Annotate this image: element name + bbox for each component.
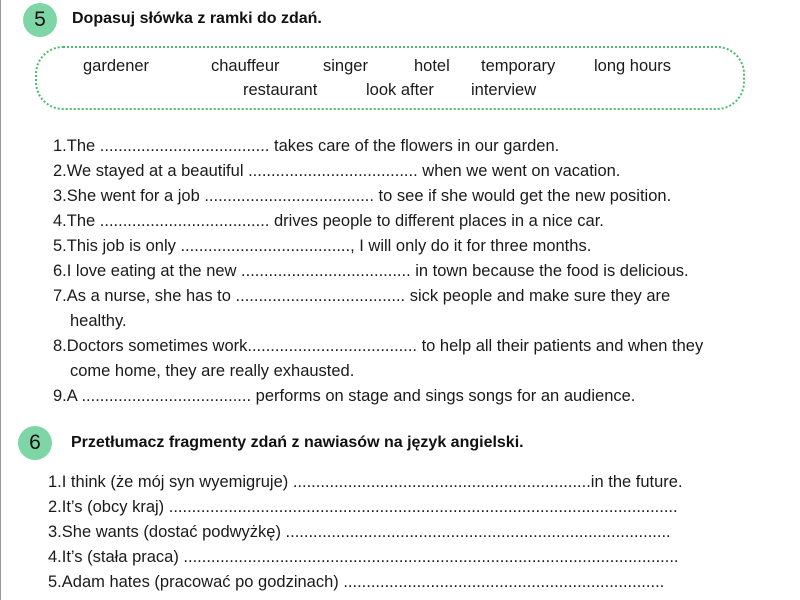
- item-number: 1.: [53, 137, 67, 155]
- item-text: A ..................................... performs on stage and sings songs for an audience.: [66, 387, 636, 405]
- exercise-5-item-6: [53, 262, 689, 281]
- item-number: 4.: [53, 212, 67, 230]
- item-number: 9.: [53, 387, 67, 405]
- exercise-5-item-8: [53, 337, 703, 356]
- item-number: 3.: [53, 187, 67, 205]
- exercise-6-item-3: [48, 523, 671, 542]
- word-bank-item: long hours: [594, 57, 672, 75]
- item-text: This job is only ....................................., I will only do it for three months.: [66, 237, 592, 255]
- word-bank-item: gardener: [83, 57, 150, 75]
- item-number: 5.: [48, 573, 62, 591]
- exercise-5-item-1: [53, 137, 559, 156]
- item-number: 7.: [53, 287, 67, 305]
- item-text: As a nurse, she has to ..................................... sick people and make sure they are: [66, 287, 671, 305]
- item-number: 8.: [53, 337, 67, 355]
- exercise-6-item-2: [48, 498, 678, 517]
- item-text: We stayed at a beautiful ..................................... when we went on vacation.: [66, 162, 621, 180]
- item-text: I think (że mój syn wyemigruje) .................................................................in the future.: [61, 473, 683, 491]
- exercise-5-item-9: [53, 387, 635, 406]
- exercise-6-number-badge: 6: [18, 426, 52, 460]
- item-number: 1.: [48, 473, 62, 491]
- item-text: Doctors sometimes work..................................... to help all their patients and when they: [66, 337, 704, 355]
- word-bank-item: singer: [323, 57, 368, 75]
- exercise-6-item-4: [48, 548, 679, 567]
- item-number: 3.: [48, 523, 62, 541]
- exercise-5-item-7-continuation: healthy.: [70, 312, 127, 330]
- exercise-5-instruction: Dopasuj słówka z ramki do zdań.: [72, 10, 322, 27]
- word-bank-item: chauffeur: [211, 57, 280, 75]
- item-number: 5.: [53, 237, 67, 255]
- item-text: She went for a job ..................................... to see if she would get the new position.: [66, 187, 672, 205]
- exercise-6-instruction: Przetłumacz fragmenty zdań z nawiasów na język angielski.: [71, 434, 524, 451]
- word-bank-item: hotel: [414, 57, 450, 75]
- exercise-5-item-5: [53, 237, 591, 256]
- word-bank-item: look after: [366, 81, 434, 99]
- page-left-border: [0, 0, 1, 600]
- item-text: The ..................................... takes care of the flowers in our garden.: [66, 137, 560, 155]
- word-bank-item: restaurant: [243, 81, 318, 99]
- exercise-6-item-1: [48, 473, 683, 492]
- item-text: Adam hates (pracować po godzinach) ......................................................................: [61, 573, 665, 591]
- exercise-6-item-5: [48, 573, 664, 592]
- item-number: 2.: [48, 498, 62, 516]
- item-text: She wants (dostać podwyżkę) ....................................................................................: [61, 523, 671, 541]
- item-text: I love eating at the new ..................................... in town because the food is delicious.: [66, 262, 689, 280]
- word-bank-box: [35, 46, 745, 110]
- exercise-5-number-badge: 5: [23, 3, 57, 37]
- item-text: It’s (obcy kraj) ...............................................................................................................: [61, 498, 678, 516]
- item-number: 4.: [48, 548, 62, 566]
- word-bank-item: temporary: [481, 57, 556, 75]
- item-number: 6.: [53, 262, 67, 280]
- item-text: It’s (stała praca) ............................................................................................................: [61, 548, 679, 566]
- exercise-5-item-2: [53, 162, 620, 181]
- item-number: 2.: [53, 162, 67, 180]
- word-bank-item: interview: [471, 81, 537, 99]
- exercise-5-item-4: [53, 212, 604, 231]
- exercise-5-item-8-continuation: come home, they are really exhausted.: [70, 362, 355, 380]
- exercise-5-item-7: [53, 287, 670, 306]
- item-text: The ..................................... drives people to different places in a nice car.: [66, 212, 604, 230]
- exercise-5-item-3: [53, 187, 671, 206]
